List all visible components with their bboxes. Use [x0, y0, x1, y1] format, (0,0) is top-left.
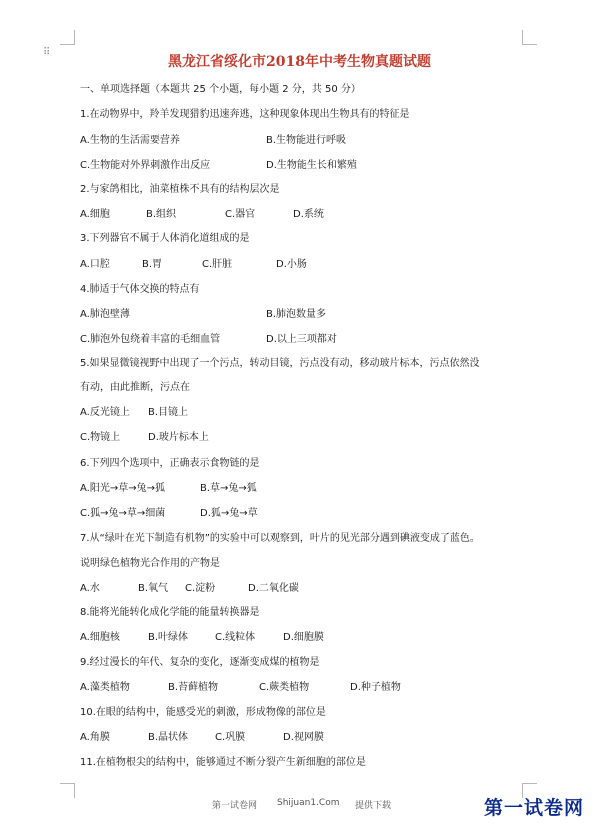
option: A.细胞核 [80, 632, 120, 643]
option: D.种子植物 [350, 682, 401, 693]
option: A.反光镜上 [80, 407, 130, 418]
option: C.线粒体 [215, 632, 256, 643]
crop-mark-top-right [522, 30, 537, 45]
option: C.狐→兔→草→细菌 [80, 508, 166, 519]
question-stem: 2.与家鸽相比，油菜植株不具有的结构层次是 [80, 184, 280, 195]
option: B.组织 [146, 209, 177, 220]
option: B.目镜上 [148, 407, 189, 418]
question-stem: 1.在动物界中，羚羊发现猎豹迅速奔逃，这种现象体现出生物具有的特征是 [80, 109, 410, 120]
option: D.狐→兔→草 [200, 508, 258, 519]
option: A.藻类植物 [80, 682, 130, 693]
option: C.巩膜 [215, 732, 246, 743]
question-stem: 6.下列四个选项中，正确表示食物链的是 [80, 458, 260, 469]
option: A.细胞 [80, 209, 110, 220]
option: C.生物能对外界刺激作出反应 [80, 160, 211, 171]
option: D.细胞膜 [283, 632, 324, 643]
option: B.生物能进行呼吸 [266, 135, 347, 146]
option: C.肺泡外包绕着丰富的毛细血管 [80, 334, 221, 345]
option: A.口腔 [80, 259, 110, 270]
crop-mark-top-left [60, 30, 75, 45]
brand-logo-text: 第一试卷网 [484, 797, 585, 819]
option: C.物镜上 [80, 432, 121, 443]
option: B.草→兔→狐 [200, 483, 257, 494]
question-stem: 4.肺适于气体交换的特点有 [80, 284, 200, 295]
footer-download-text: 提供下载 [355, 801, 392, 811]
option: A.肺泡壁薄 [80, 309, 130, 320]
option: B.胃 [142, 259, 163, 270]
option: D.系统 [293, 209, 324, 220]
option: C.淀粉 [185, 583, 216, 594]
option: D.二氧化碳 [248, 583, 299, 594]
footer-site-name: 第一试卷网 [212, 801, 258, 811]
option: A.水 [80, 583, 100, 594]
option: B.叶绿体 [148, 632, 189, 643]
question-stem: 5.如果显微镜视野中出现了一个污点，转动目镜，污点没有动，移动玻片标本，污点依然没 [80, 358, 480, 369]
option: A.生物的生活需要营养 [80, 135, 180, 146]
document-title: 黑龙江省绥化市2018年中考生物真题试题 [168, 54, 431, 70]
option: B.氧气 [138, 583, 169, 594]
option: A.角膜 [80, 732, 110, 743]
question-stem: 10.在眼的结构中，能感受光的刺激，形成物像的部位是 [80, 707, 326, 718]
question-stem: 8.能将光能转化成化学能的能量转换器是 [80, 607, 260, 618]
question-stem-continued: 有动，由此推断，污点在 [80, 382, 190, 393]
option: D.视网膜 [283, 732, 324, 743]
option: A.阳光→草→兔→狐 [80, 483, 165, 494]
drag-handle-icon[interactable]: ⠿ [43, 47, 52, 58]
option: D.生物能生长和繁殖 [266, 160, 357, 171]
question-stem: 7.从“绿叶在光下制造有机物”的实验中可以观察到，叶片的见光部分遇到碘液变成了蓝色。 [80, 533, 480, 544]
option: D.玻片标本上 [148, 432, 209, 443]
option: D.以上三项都对 [266, 334, 337, 345]
footer-site-url[interactable]: Shijuan1.Com [277, 798, 340, 808]
option: D.小肠 [276, 259, 307, 270]
option: B.肺泡数量多 [266, 309, 327, 320]
option: B.晶状体 [148, 732, 189, 743]
question-stem: 11.在植物根尖的结构中，能够通过不断分裂产生新细胞的部位是 [80, 757, 366, 768]
section-heading: 一、单项选择题（本题共 25 个小题，每小题 2 分，共 50 分） [80, 84, 361, 95]
question-stem: 3.下列器官不属于人体消化道组成的是 [80, 233, 250, 244]
option: C.蕨类植物 [259, 682, 310, 693]
option: B.苔藓植物 [168, 682, 219, 693]
crop-mark-bottom-left [60, 783, 75, 798]
question-stem-continued: 说明绿色植物光合作用的产物是 [80, 558, 220, 569]
question-stem: 9.经过漫长的年代、复杂的变化，逐渐变成煤的植物是 [80, 657, 320, 668]
option: C.器官 [225, 209, 256, 220]
option: C.肝脏 [202, 259, 233, 270]
